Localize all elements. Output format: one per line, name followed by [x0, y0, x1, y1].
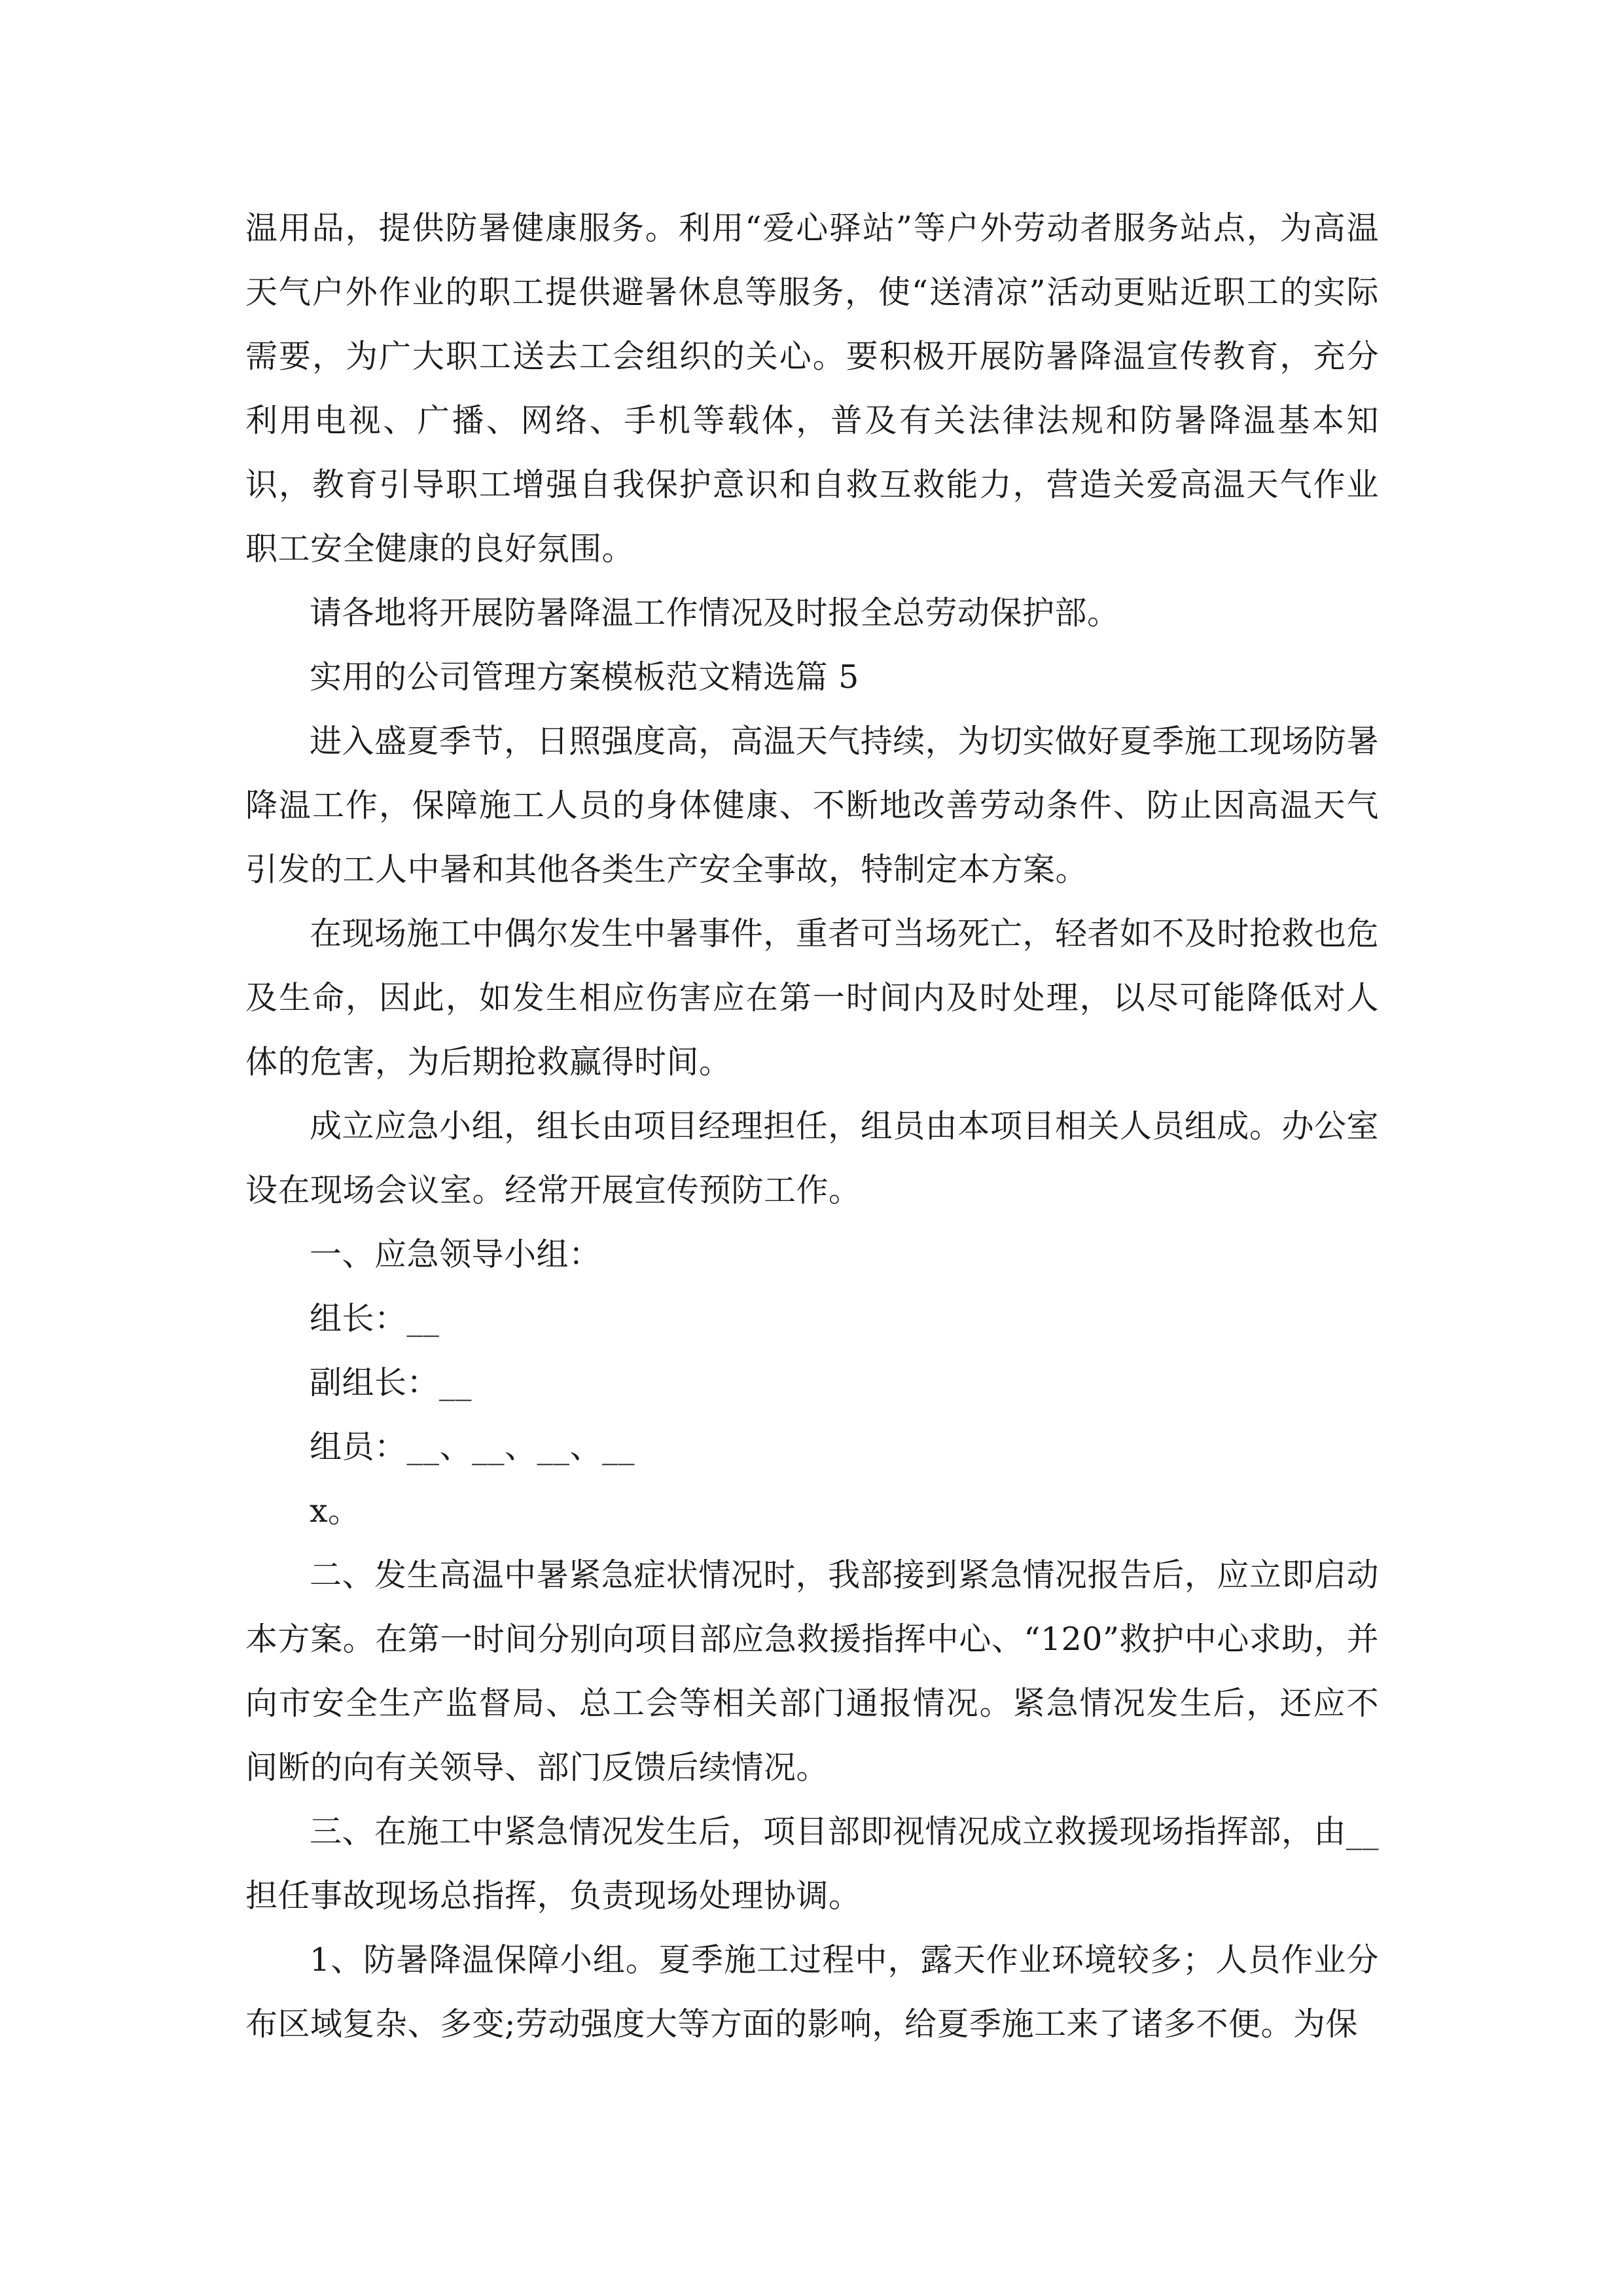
paragraph: 进入盛夏季节，日照强度高，高温天气持续，为切实做好夏季施工现场防暑降温工作，保障施工人员的身体健康、不断地改善劳动条件、防止因高温天气引发的工人中暑和其他各类生产安全事故，特制定本方案。 [245, 723, 1379, 888]
list-heading: 一、应急领导小组： [310, 1236, 601, 1273]
field-line: 组长：__ [310, 1300, 440, 1337]
field-line: 组员：__、__、__、__ [310, 1428, 635, 1465]
paragraph: 1、防暑降温保障小组。夏季施工过程中，露天作业环境较多；人员作业分布区域复杂、多变;劳动强度大等方面的影响，给夏季施工来了诸多不便。为保 [245, 1941, 1379, 2043]
paragraph: x。 [310, 1492, 361, 1530]
section-heading: 实用的公司管理方案模板范文精选篇 5 [310, 658, 859, 696]
paragraph: 在现场施工中偶尔发生中暑事件，重者可当场死亡，轻者如不及时抢救也危及生命，因此，如发生相应伤害应在第一时间内及时处理，以尽可能降低对人体的危害，为后期抢救赢得时间。 [245, 915, 1379, 1081]
paragraph: 成立应急小组，组长由项目经理担任，组员由本项目相关人员组成。办公室设在现场会议室。经常开展宣传预防工作。 [245, 1107, 1379, 1209]
document-body [245, 196, 1379, 2056]
paragraph: 二、发生高温中暑紧急症状情况时，我部接到紧急情况报告后，应立即启动本方案。在第一时间分别向项目部应急救援指挥中心、“120”救护中心求助，并向市安全生产监督局、总工会等相关部门通报情况。紧急情况发生后，还应不间断的向有关领导、部门反馈后续情况。 [245, 1556, 1379, 1786]
paragraph: 温用品，提供防暑健康服务。利用“爱心驿站”等户外劳动者服务站点，为高温天气户外作业的职工提供避暑休息等服务，使“送清凉”活动更贴近职工的实际需要，为广大职工送去工会组织的关心。要积极开展防暑降温宣传教育，充分利用电视、广播、网络、手机等载体，普及有关法律法规和防暑降温基本知识，教育引导职工增强自我保护意识和自救互救能力，营造关爱高温天气作业职工安全健康的良好氛围。 [245, 209, 1379, 567]
paragraph: 请各地将开展防暑降温工作情况及时报全总劳动保护部。 [310, 594, 1120, 632]
field-line: 副组长：__ [310, 1364, 473, 1401]
paragraph: 三、在施工中紧急情况发生后，项目部即视情况成立救援现场指挥部，由__担任事故现场总指挥，负责现场处理协调。 [245, 1813, 1380, 1914]
